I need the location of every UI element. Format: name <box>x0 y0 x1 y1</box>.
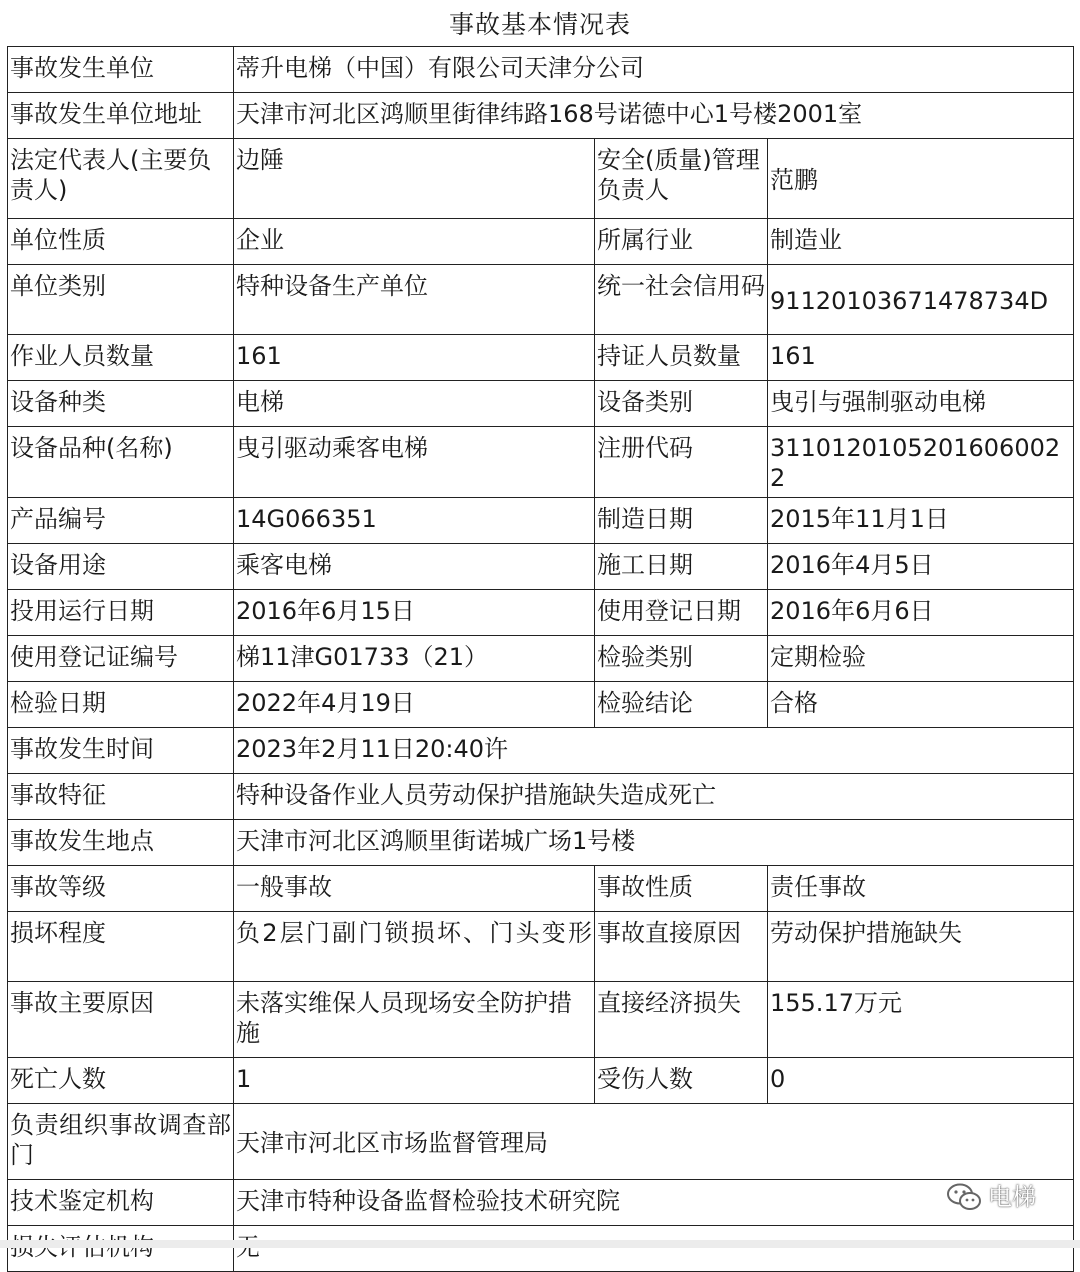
watermark <box>946 1182 1036 1212</box>
table-row <box>8 774 1074 820</box>
cell-value: 边陲 <box>234 139 595 219</box>
table-row <box>8 1180 1074 1226</box>
cell-value: 161 <box>234 335 595 381</box>
cell-label: 制造日期 <box>595 498 768 544</box>
cell-value: 2022年4月19日 <box>234 682 595 728</box>
page-bottom-strip <box>0 1240 1080 1248</box>
cell-label: 检验结论 <box>595 682 768 728</box>
cell-value: 未落实维保人员现场安全防护措施 <box>234 982 595 1058</box>
cell-value: 2016年4月5日 <box>768 544 1074 590</box>
table-row <box>8 265 1074 335</box>
table-row <box>8 866 1074 912</box>
cell-value: 91120103671478734D <box>768 265 1074 335</box>
accident-info-table <box>7 46 1074 1272</box>
cell-label: 损坏程度 <box>8 912 234 982</box>
cell-value: 2016年6月6日 <box>768 590 1074 636</box>
cell-value: 155.17万元 <box>768 982 1074 1058</box>
cell-label: 负责组织事故调查部门 <box>8 1104 234 1180</box>
cell-value: 曳引与强制驱动电梯 <box>768 381 1074 427</box>
cell-value: 合格 <box>768 682 1074 728</box>
table-row <box>8 139 1074 219</box>
cell-value: 一般事故 <box>234 866 595 912</box>
cell-value: 定期检验 <box>768 636 1074 682</box>
cell-label: 受伤人数 <box>595 1058 768 1104</box>
cell-label: 投用运行日期 <box>8 590 234 636</box>
cell-value: 2016年6月15日 <box>234 590 595 636</box>
cell-value: 特种设备生产单位 <box>234 265 595 335</box>
page-title: 事故基本情况表 <box>448 10 631 39</box>
cell-label: 死亡人数 <box>8 1058 234 1104</box>
wechat-icon <box>946 1182 982 1212</box>
watermark-text: 电梯 <box>988 1183 1036 1211</box>
cell-value: 2015年11月1日 <box>768 498 1074 544</box>
cell-value <box>234 1226 1074 1272</box>
table-row <box>8 93 1074 139</box>
cell-value: 天津市河北区鸿顺里街诺城广场1号楼 <box>234 820 1074 866</box>
cell-value: 天津市河北区鸿顺里街律纬路168号诺德中心1号楼2001室 <box>234 93 1074 139</box>
table-row <box>8 219 1074 265</box>
cell-value: 特种设备作业人员劳动保护措施缺失造成死亡 <box>234 774 1074 820</box>
cell-value: 31101201052016060022 <box>768 427 1074 498</box>
cell-label: 事故主要原因 <box>8 982 234 1058</box>
cell-label: 事故特征 <box>8 774 234 820</box>
table-row <box>8 1104 1074 1180</box>
cell-label: 事故性质 <box>595 866 768 912</box>
cell-value: 企业 <box>234 219 595 265</box>
cell-label: 安全(质量)管理负责人 <box>595 139 768 219</box>
table-row <box>8 636 1074 682</box>
cell-label: 注册代码 <box>595 427 768 498</box>
cell-label: 检验类别 <box>595 636 768 682</box>
cell-value: 1 <box>234 1058 595 1104</box>
cell-value: 梯11津G01733（21） <box>234 636 595 682</box>
table-row <box>8 1226 1074 1272</box>
table-row <box>8 381 1074 427</box>
table-row <box>8 982 1074 1058</box>
table-row <box>8 682 1074 728</box>
cell-label: 检验日期 <box>8 682 234 728</box>
cell-label: 统一社会信用码 <box>595 265 768 335</box>
cell-label: 施工日期 <box>595 544 768 590</box>
table-row <box>8 820 1074 866</box>
cell-label: 单位类别 <box>8 265 234 335</box>
cell-value: 14G066351 <box>234 498 595 544</box>
cell-value: 天津市河北区市场监督管理局 <box>234 1104 1074 1180</box>
cell-label: 作业人员数量 <box>8 335 234 381</box>
cell-label: 法定代表人(主要负责人) <box>8 139 234 219</box>
table-row <box>8 912 1074 982</box>
cell-label: 所属行业 <box>595 219 768 265</box>
cell-label: 设备品种(名称) <box>8 427 234 498</box>
table-row <box>8 427 1074 498</box>
cell-label: 直接经济损失 <box>595 982 768 1058</box>
table-row <box>8 1058 1074 1104</box>
cell-value: 161 <box>768 335 1074 381</box>
table-row <box>8 335 1074 381</box>
cell-label: 设备类别 <box>595 381 768 427</box>
table-row <box>8 590 1074 636</box>
cell-label: 事故发生单位 <box>8 47 234 93</box>
cell-label: 事故等级 <box>8 866 234 912</box>
cell-value: 0 <box>768 1058 1074 1104</box>
cell-label: 设备用途 <box>8 544 234 590</box>
cell-label: 事故发生时间 <box>8 728 234 774</box>
cell-value: 蒂升电梯（中国）有限公司天津分公司 <box>234 47 1074 93</box>
table-row <box>8 498 1074 544</box>
cell-value: 负2层门副门锁损坏、门头变形 <box>234 912 595 982</box>
cell-label: 技术鉴定机构 <box>8 1180 234 1226</box>
cell-label: 单位性质 <box>8 219 234 265</box>
cell-value: 劳动保护措施缺失 <box>768 912 1074 982</box>
cell-label: 持证人员数量 <box>595 335 768 381</box>
cell-value: 范鹏 <box>768 139 1074 219</box>
cell-label: 使用登记日期 <box>595 590 768 636</box>
cell-label: 产品编号 <box>8 498 234 544</box>
cell-label <box>8 1226 234 1272</box>
cell-value: 曳引驱动乘客电梯 <box>234 427 595 498</box>
cell-label: 事故发生地点 <box>8 820 234 866</box>
table-row <box>8 728 1074 774</box>
cell-label: 使用登记证编号 <box>8 636 234 682</box>
cell-value: 天津市特种设备监督检验技术研究院 <box>234 1180 1074 1226</box>
cell-value: 电梯 <box>234 381 595 427</box>
cell-label: 设备种类 <box>8 381 234 427</box>
table-row <box>8 47 1074 93</box>
cell-value: 责任事故 <box>768 866 1074 912</box>
cell-value: 制造业 <box>768 219 1074 265</box>
cell-label: 事故直接原因 <box>595 912 768 982</box>
cell-value: 2023年2月11日20:40许 <box>234 728 1074 774</box>
cell-value: 乘客电梯 <box>234 544 595 590</box>
cell-label: 事故发生单位地址 <box>8 93 234 139</box>
table-row <box>8 544 1074 590</box>
